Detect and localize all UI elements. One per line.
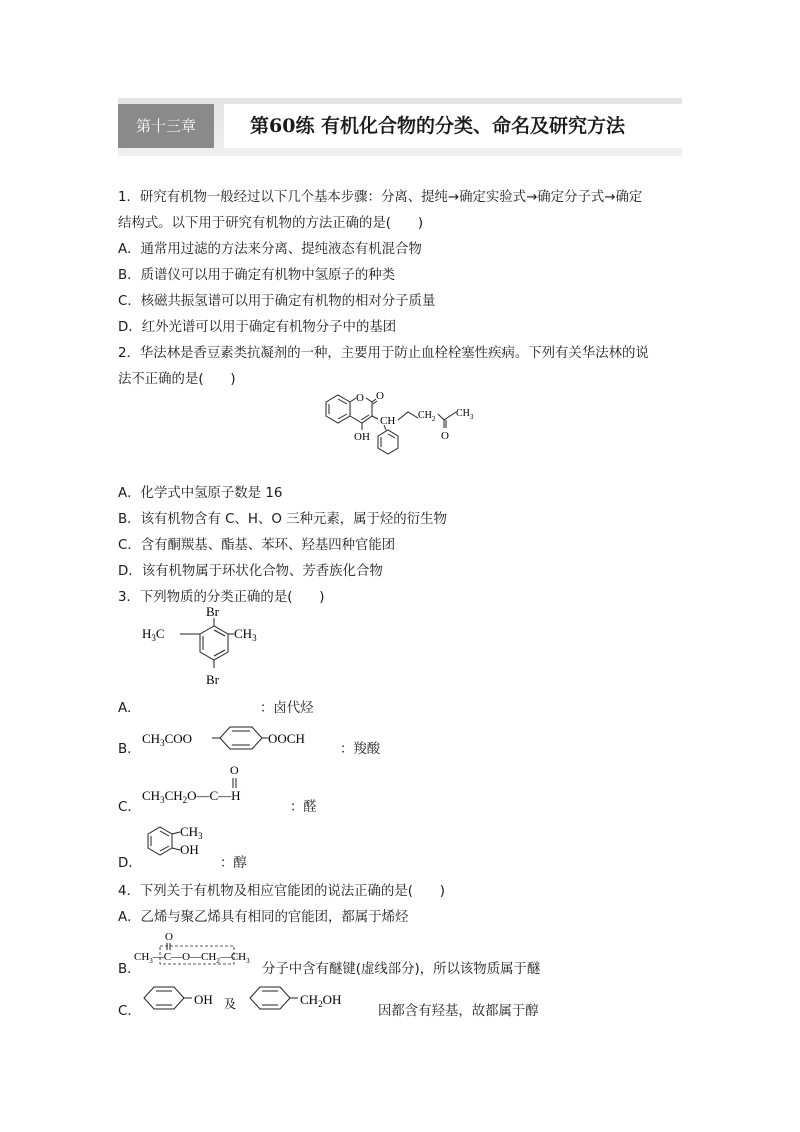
- ester-right-group: OOCH: [268, 731, 305, 746]
- q4c-text: 因都含有羟基，故都属于醇: [378, 1004, 539, 1019]
- page-title: 第60练 有机化合物的分类、命名及研究方法: [224, 104, 682, 148]
- q3-stem: 3．下列物质的分类正确的是( ): [118, 590, 325, 605]
- methyl-label: $CH_3$: [180, 824, 203, 841]
- q2-stem-line1: 2．华法林是香豆素类抗凝剂的一种，主要用于防止血栓栓塞性疾病。下列有关华法林的说: [118, 346, 649, 361]
- phenol-oh-label: OH: [194, 992, 213, 1007]
- ester-formula: $CH_3—C—O—CH_2—CH_3$: [134, 951, 250, 965]
- hydroxyl-label: OH: [354, 431, 370, 443]
- q3c-structure: [140, 760, 290, 810]
- methyl-right-label: $CH_3$: [234, 626, 257, 643]
- ketone-oxygen-label: O: [441, 430, 449, 442]
- q2-option-c: C．含有酮羰基、酯基、苯环、羟基四种官能团: [118, 538, 396, 553]
- q4-option-a: A．乙烯与聚乙烯具有相同的官能团，都属于烯烃: [118, 910, 409, 925]
- q1-option-c: C．核磁共振氢谱可以用于确定有机物的相对分子质量: [118, 294, 436, 309]
- q2-option-b: B．该有机物含有 C、H、O 三种元素，属于烃的衍生物: [118, 512, 447, 527]
- ester-carbonyl-oxygen: O: [165, 931, 173, 943]
- formate-formula: $CH_3CH_2O—C—H$: [142, 788, 241, 805]
- q1-option-b: B．质谱仪可以用于确定有机物中氢原子的种类: [118, 268, 395, 283]
- ch-label: CH: [380, 415, 396, 427]
- chapter-tag: 第十三章: [118, 104, 214, 148]
- q3d-label: D．: [118, 856, 142, 871]
- q3a-class: ：卤代烃: [260, 701, 314, 716]
- bromine-bottom-label: Br: [206, 672, 219, 687]
- q1-stem-line2: 结构式。以下用于研究有机物的方法正确的是( ): [118, 216, 424, 231]
- carbonyl-oxygen-label: O: [376, 390, 384, 402]
- aldehyde-oxygen-label: O: [230, 763, 239, 777]
- q1-option-d: D．红外光谱可以用于确定有机物分子中的基团: [118, 320, 397, 335]
- connector-and: 及: [224, 997, 237, 1011]
- phenol-hydroxyl-label: OH: [180, 842, 199, 857]
- warfarin-structure: [318, 390, 498, 472]
- q3c-class: ：醛: [290, 800, 317, 815]
- q3a-structure: [140, 604, 280, 688]
- q4c-structure: [140, 984, 380, 1016]
- q1-option-a: A．通常用过滤的方法来分离、提纯液态有机混合物: [118, 242, 422, 257]
- q4b-structure: [132, 928, 262, 972]
- q4c-label: C．: [118, 1004, 141, 1019]
- ch2-label: $CH_2$: [418, 410, 436, 423]
- chapter-header: [118, 98, 682, 156]
- q2-option-d: D．该有机物属于环状化合物、芳香族化合物: [118, 564, 383, 579]
- q3c-label: C．: [118, 800, 141, 815]
- methyl-left-label: $H_3C$: [142, 626, 165, 643]
- ch3-label: $CH_3$: [456, 408, 474, 421]
- q3a-label: A．: [118, 701, 141, 716]
- ring-oxygen-label: O: [356, 392, 364, 404]
- q4-stem: 4．下列关于有机物及相应官能团的说法正确的是( ): [118, 884, 445, 899]
- q3b-class: ：羧酸: [340, 742, 381, 757]
- q3b-structure: [140, 722, 350, 754]
- q2-option-a: A．化学式中氢原子数是 16: [118, 486, 283, 501]
- ester-left-group: $CH_3COO$: [142, 731, 193, 748]
- q2-stem-line2: 法不正确的是( ): [118, 372, 236, 387]
- q4b-text: 分子中含有醚键(虚线部分)，所以该物质属于醚: [262, 962, 541, 977]
- q1-stem-line1: 1．研究有机物一般经过以下几个基本步骤：分离、提纯→确定实验式→确定分子式→确定: [118, 190, 643, 205]
- q4b-label: B．: [118, 962, 141, 977]
- benzyl-alcohol-label: $CH_2OH$: [300, 992, 342, 1009]
- bromine-top-label: Br: [206, 604, 219, 619]
- q3d-class: ：醇: [220, 856, 247, 871]
- q3d-structure: [140, 818, 230, 868]
- q3b-label: B．: [118, 742, 141, 757]
